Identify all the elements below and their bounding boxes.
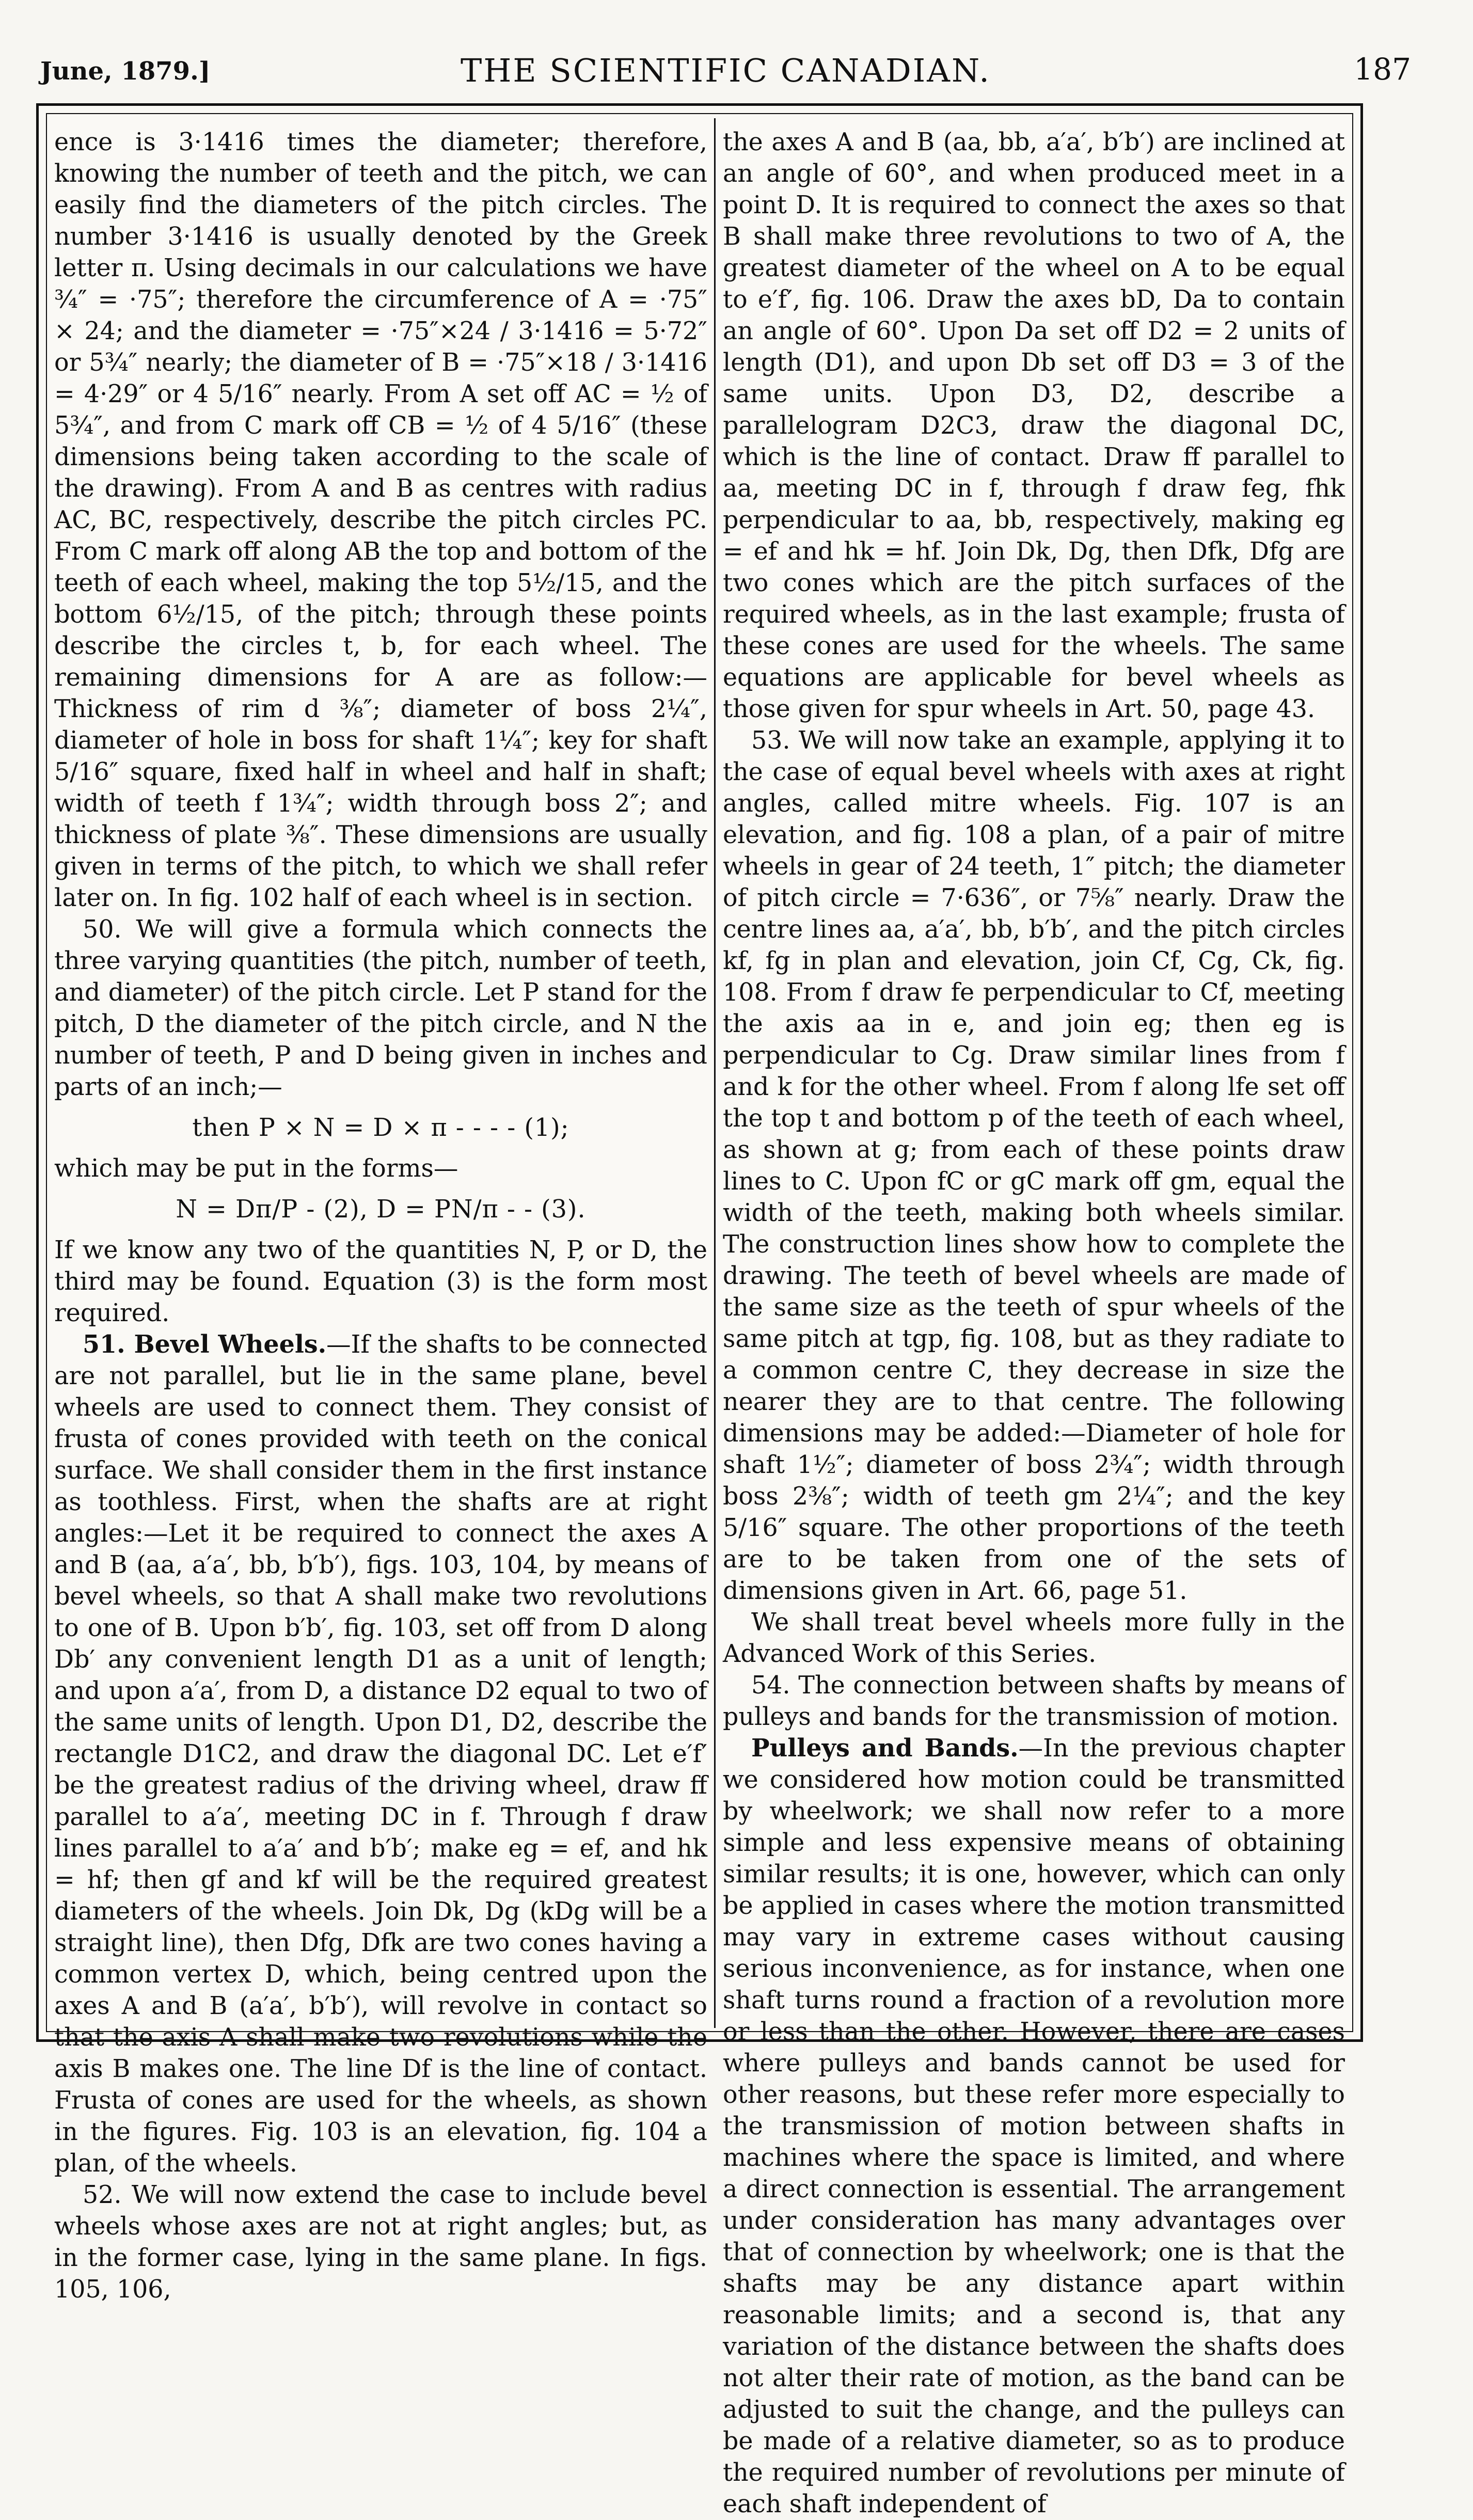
issue-date: June, 1879.] bbox=[40, 57, 211, 86]
right-column bbox=[723, 126, 1345, 2518]
paragraph-mitre-wheels: 53. We will now take an example, applying it to the case of equal bevel wheels with axes at right angles, called mitre wheels. Fig. 107 is an elevation, and fig. 108 a plan, of a pair of mitre wheels in gear of 24 teeth, 1″ pitch; the diameter of pitch circle = 7·636″, or 7⅝″ nearly. Draw the centre lines aa, a′a′, bb, b′b′, and the pitch circles kf, fg in plan and elevation, join Cf, Cg, Ck, fig. 108. From f draw fe perpendicular to Cf, meeting the axis aa in e, and join eg; then eg is perpendicular to Cg. Draw similar lines from f and k for the other wheel. From f along lfe set off the top t and bottom p of the teeth of each wheel, as shown at g; from each of these points draw lines to C. Upon fC or gC mark off gm, equal the width of the teeth, making both wheels similar. The construction lines show how to complete the drawing. The teeth of bevel wheels are made of the same size as the teeth of spur wheels of the same pitch at tgp, fig. 108, but as they radiate to a common centre C, they decrease in size the nearer they are to that centre. The following dimensions may be added:—Diameter of hole for shaft 1½″; diameter of boss 2¾″; width through boss 2⅜″; width of teeth gm 2¼″; and the key 5/16″ square. The other proportions of the teeth are to be taken from one of the sets of dimensions given in Art. 66, page 51. bbox=[723, 726, 1345, 1605]
paragraph-pulleys-intro: 54. The connection between shafts by means of pulleys and bands for the transmission of motion. bbox=[723, 1671, 1345, 1731]
publication-title: THE SCIENTIFIC CANADIAN. bbox=[460, 52, 991, 89]
paragraph-gear-diameters: ence is 3·1416 times the diameter; therefore, knowing the number of teeth and the pitch, we can easily find the diameters of the pitch circles. The number 3·1416 is usually denoted by the Greek letter π. Using decimals in our calculations we have ¾″ = ·75″; therefore the circumference of A = ·75″ × 24; and the diameter = ·75″×24 / 3·1416 = 5·72″ or 5¾″ nearly; the diameter of B = ·75″×18 / 3·1416 = 4·29″ or 4 5/16″ nearly. From A set off AC = ½ of 5¾″, and from C mark off CB = ½ of 4 5/16″ (these dimensions being taken according to the scale of the drawing). From A and B as centres with radius AC, BC, respectively, describe the pitch circles PC. From C mark off along AB the top and bottom of the teeth of each wheel, making the top 5½/15, and the bottom 6½/15, of the pitch; through these points describe the circles t, b, for each wheel. The remaining dimensions for A are as follow:—Thickness of rim d ⅜″; diameter of boss 2¼″, diameter of hole in boss for shaft 1¼″; key for shaft 5/16″ square, fixed half in wheel and half in shaft; width of teeth f 1¾″; width through boss 2″; and thickness of plate ⅜″. These dimensions are usually given in terms of the pitch, to which we shall refer later on. In fig. 102 half of each wheel is in section. bbox=[54, 128, 707, 912]
page-header bbox=[40, 36, 1411, 93]
paragraph-quantities: If we know any two of the quantities N, P, or D, the third may be found. Equation (3) is the form most required. bbox=[54, 1236, 707, 1327]
bevel-wheels-text: —If the shafts to be connected are not parallel, but lie in the same plane, bevel wheels are used to connect them. They consist of frusta of cones provided with teeth on the conical surface. We shall consider them in the first instance as toothless. First, when the shafts are at right angles:—Let it be required to connect the axes A and B (aa, a′a′, bb, b′b′), figs. 103, 104, by means of bevel wheels, so that A shall make two revolutions to one of B. Upon b′b′, fig. 103, set off from D along Db′ any convenient length D1 as a unit of length; and upon a′a′, from D, a distance D2 equal to two of the same units of length. Upon D1, D2, describe the rectangle D1C2, and draw the diagonal DC. Let e′f′ be the greatest radius of the driving wheel, draw ff parallel to a′a′, meeting DC in f. Through f draw lines parallel to a′a′ and b′b′; make eg = ef, and hk = hf; then gf and kf will be the required greatest diameters of the wheels. Join Dk, Dg (kDg will be a straight line), then Dfg, Dfk are two cones having a common vertex D, which, being centred upon the axes A and B (a′a′, b′b′), will revolve in contact so that the axis A shall make two revolutions while the axis B makes one. The line Df is the line of contact. Frusta of cones are used for the wheels, as shown in the figures. Fig. 103 is an elevation, fig. 104 a plan, of the wheels. bbox=[54, 1330, 707, 2178]
pulleys-and-bands-text: —In the previous chapter we considered how motion could be transmitted by wheelwork; we shall now refer to a more simple and less expensive means of obtaining similar results; it is one, however, which can only be applied in cases where the motion transmitted may vary in extreme cases without causing serious inconvenience, as for instance, when one shaft turns round a fraction of a revolution more or less than the other. However, there are cases where pulleys and bands cannot be used for other reasons, but these refer more especially to the transmission of motion between shafts in machines where the space is limited, and where a direct connection is essential. The arrangement under consideration has many advantages over that of connection by wheelwork; one is that the shafts may be any distance apart within reasonable limits; and a second is, that any variation of the distance between the shafts does not alter their rate of motion, as the band can be adjusted to suit the change, and the pulleys can be made of a relative diameter, so as to produce the required number of revolutions per minute of each shaft independent of bbox=[723, 1734, 1345, 2518]
paragraph-inclined-axes-continued: the axes A and B (aa, bb, a′a′, b′b′) are inclined at an angle of 60°, and when produced meet in a point D. It is required to connect the axes so that B shall make three revolutions to two of A, the greatest diameter of the wheel on A to be equal to e′f′, fig. 106. Draw the axes bD, Da to contain an angle of 60°. Upon Da set off D2 = 2 units of length (D1), and upon Db set off D3 = 3 of the same units. Upon D3, D2, describe a parallelogram D2C3, draw the diagonal DC, which is the line of contact. Draw ff parallel to aa, meeting DC in f, through f draw feg, fhk perpendicular to aa, bb, respectively, making eg = ef and hk = hf. Join Dk, Dg, then Dfk, Dfg are two cones which are the pitch surfaces of the required wheels, as in the last example; frusta of these cones are used for the wheels. The same equations are applicable for bevel wheels as those given for spur wheels in Art. 50, page 43. bbox=[723, 128, 1345, 723]
equation-1: then P × N = D × π - - - - (1); bbox=[192, 1114, 569, 1142]
paragraph-formula-intro: 50. We will give a formula which connects the three varying quantities (the pitch, number of teeth, and diameter) of the pitch circle. Let P stand for the pitch, D the diameter of the pitch circle, and N the number of teeth, P and D being given in inches and parts of an inch;— bbox=[54, 915, 707, 1101]
paragraph-pulleys-and-bands bbox=[723, 1733, 1345, 2520]
text-frame bbox=[36, 103, 1363, 2518]
section-heading-pulleys-and-bands: Pulleys and Bands. bbox=[751, 1734, 1019, 1763]
left-column bbox=[54, 126, 707, 2304]
paragraph-bevel-wheels bbox=[54, 1329, 707, 2179]
column-divider bbox=[714, 118, 716, 2028]
paragraph-inclined-axes: 52. We will now extend the case to include bevel wheels whose axes are not at right angles; but, as in the former case, lying in the same plane. In figs. 105, 106, bbox=[54, 2181, 707, 2304]
equations-2-3: N = Dπ/P - (2), D = PN/π - - (3). bbox=[176, 1195, 586, 1224]
paragraph-forms: which may be put in the forms— bbox=[54, 1154, 458, 1183]
page-number: 187 bbox=[1354, 52, 1411, 87]
paragraph-advanced-work: We shall treat bevel wheels more fully in the Advanced Work of this Series. bbox=[723, 1608, 1345, 1668]
section-heading-bevel-wheels: 51. Bevel Wheels. bbox=[83, 1330, 327, 1359]
